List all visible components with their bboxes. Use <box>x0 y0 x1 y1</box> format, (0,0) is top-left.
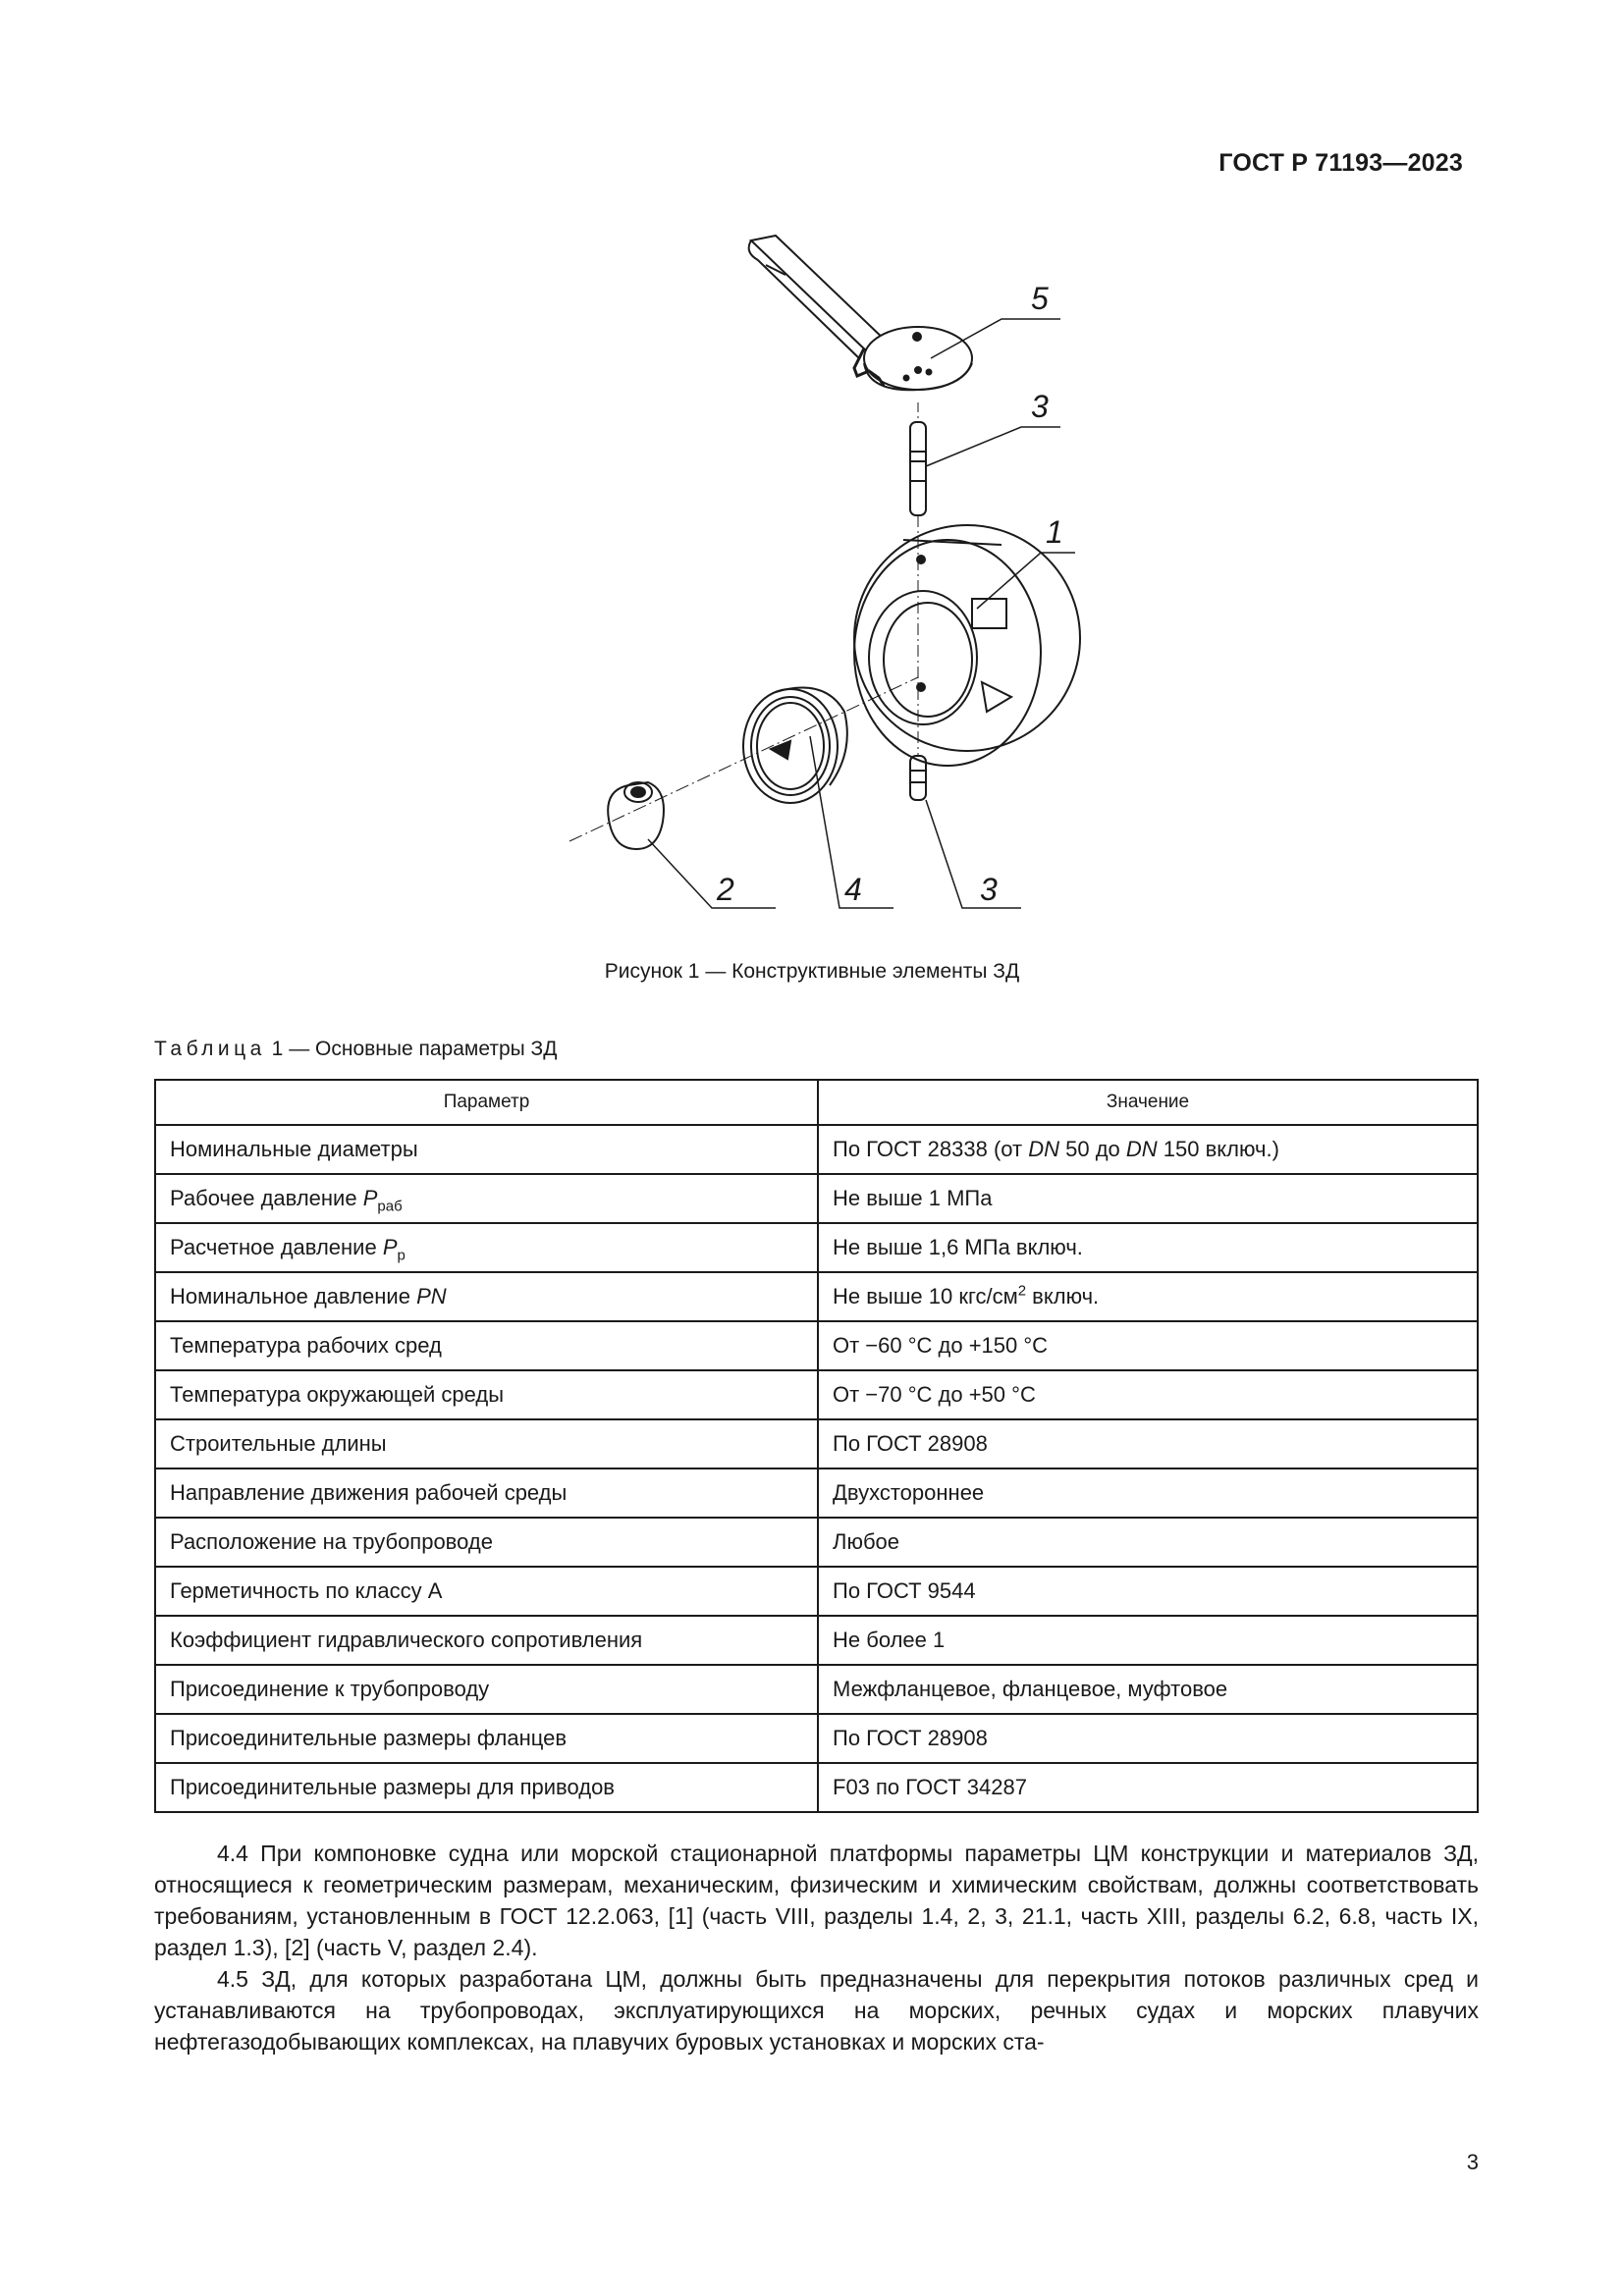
exploded-view-figure <box>530 221 1119 947</box>
value-cell: От −70 °С до +50 °С <box>818 1370 1478 1419</box>
parameters-table <box>154 1079 1479 1813</box>
table-row <box>155 1174 1478 1223</box>
value-cell <box>818 1125 1478 1174</box>
value-cell: По ГОСТ 28908 <box>818 1419 1478 1468</box>
value-cell: Межфланцевое, фланцевое, муфтовое <box>818 1665 1478 1714</box>
param-subscript: раб <box>377 1198 403 1215</box>
value-symbol: DN <box>1028 1137 1059 1161</box>
paragraph-4-4: 4.4 При компоновке судна или морской стационарной платформы параметры ЦМ конструкции и материалов ЗД, относящиеся к геометрическим размерам, механическим, физическим и химическим свойствам, должны соответствовать требованиям, установленным в ГОСТ 12.2.063, [1] (часть VIII, разделы 1.4, 2, 3, 21.1, часть XIII, разделы 6.2, 6.8, часть IX, раздел 1.3), [2] (часть V, раздел 2.4). <box>154 1841 1479 1960</box>
document-header: ГОСТ Р 71193—2023 <box>1218 149 1463 177</box>
value-text: 50 до <box>1059 1137 1126 1161</box>
param-cell: Присоединительные размеры фланцев <box>155 1714 818 1763</box>
table-row <box>155 1321 1478 1370</box>
table-header-row <box>155 1080 1478 1125</box>
value-symbol: DN <box>1125 1137 1158 1161</box>
header-parameter: Параметр <box>155 1080 818 1125</box>
param-cell <box>155 1272 818 1321</box>
callout-3-lower-label: 3 <box>980 872 998 907</box>
table-row <box>155 1272 1478 1321</box>
paragraph-4-5: 4.5 ЗД, для которых разработана ЦМ, должны быть предназначены для перекрытия потоков различных сред и устанавливаются на трубопроводах, эксплуатирующихся на морских, речных судах и морских плавучих нефтегазодобывающих комплексах, на плавучих буровых установках и морских ста- <box>154 1966 1479 2055</box>
table-row <box>155 1125 1478 1174</box>
value-text: включ. <box>1026 1284 1100 1308</box>
seat-ring-part <box>743 688 847 804</box>
handle-part <box>749 236 972 390</box>
table-row <box>155 1714 1478 1763</box>
table-title-prefix: Таблица <box>154 1038 266 1060</box>
value-cell: Не выше 1,6 МПа включ. <box>818 1223 1478 1272</box>
param-cell <box>155 1174 818 1223</box>
param-cell: Коэффициент гидравлического сопротивления <box>155 1616 818 1665</box>
callout-1-label: 1 <box>1046 514 1063 550</box>
value-cell <box>818 1272 1478 1321</box>
table-row <box>155 1518 1478 1567</box>
table-title-text: 1 — Основные параметры ЗД <box>265 1038 558 1060</box>
table-row <box>155 1665 1478 1714</box>
value-cell: Любое <box>818 1518 1478 1567</box>
value-cell: По ГОСТ 9544 <box>818 1567 1478 1616</box>
param-symbol: P <box>362 1186 378 1210</box>
upper-stem-part <box>910 402 926 515</box>
param-cell: Расположение на трубопроводе <box>155 1518 818 1567</box>
value-cell: По ГОСТ 28908 <box>818 1714 1478 1763</box>
callout-3-upper-label: 3 <box>1031 389 1049 424</box>
param-cell: Строительные длины <box>155 1419 818 1468</box>
value-text: 150 включ.) <box>1157 1137 1279 1161</box>
table-row <box>155 1763 1478 1812</box>
header-value: Значение <box>818 1080 1478 1125</box>
value-cell: Не более 1 <box>818 1616 1478 1665</box>
valve-drawing <box>530 221 1119 947</box>
param-symbol: PN <box>416 1284 447 1308</box>
callout-4-label: 4 <box>844 872 862 907</box>
table-row <box>155 1370 1478 1419</box>
param-cell <box>155 1223 818 1272</box>
param-cell: Номинальные диаметры <box>155 1125 818 1174</box>
callout-2-label: 2 <box>717 872 734 907</box>
callout-5-label: 5 <box>1031 281 1049 316</box>
value-superscript: 2 <box>1017 1282 1027 1300</box>
page-number: 3 <box>1466 2150 1479 2174</box>
param-cell: Температура окружающей среды <box>155 1370 818 1419</box>
table-row <box>155 1419 1478 1468</box>
param-symbol: P <box>382 1235 398 1259</box>
table-title <box>154 1038 557 1061</box>
value-cell: F03 по ГОСТ 34287 <box>818 1763 1478 1812</box>
sleeve-part <box>608 782 664 849</box>
param-text: Рабочее давление <box>170 1186 363 1210</box>
body-text <box>154 1838 1479 2057</box>
value-cell: Не выше 1 МПа <box>818 1174 1478 1223</box>
param-cell: Герметичность по классу А <box>155 1567 818 1616</box>
param-cell: Присоединение к трубопроводу <box>155 1665 818 1714</box>
table-row <box>155 1468 1478 1518</box>
param-subscript: р <box>397 1247 406 1264</box>
param-text: Расчетное давление <box>170 1235 383 1259</box>
param-text: Номинальное давление <box>170 1284 417 1308</box>
value-text: По ГОСТ 28338 (от <box>833 1137 1029 1161</box>
value-text: Не выше 10 кгс/см <box>833 1284 1018 1308</box>
value-cell: Двухстороннее <box>818 1468 1478 1518</box>
table-row <box>155 1567 1478 1616</box>
table-row <box>155 1223 1478 1272</box>
param-cell: Направление движения рабочей среды <box>155 1468 818 1518</box>
figure-caption: Рисунок 1 — Конструктивные элементы ЗД <box>604 960 1020 983</box>
value-cell: От −60 °С до +150 °С <box>818 1321 1478 1370</box>
param-cell: Температура рабочих сред <box>155 1321 818 1370</box>
param-cell: Присоединительные размеры для приводов <box>155 1763 818 1812</box>
table-row <box>155 1616 1478 1665</box>
